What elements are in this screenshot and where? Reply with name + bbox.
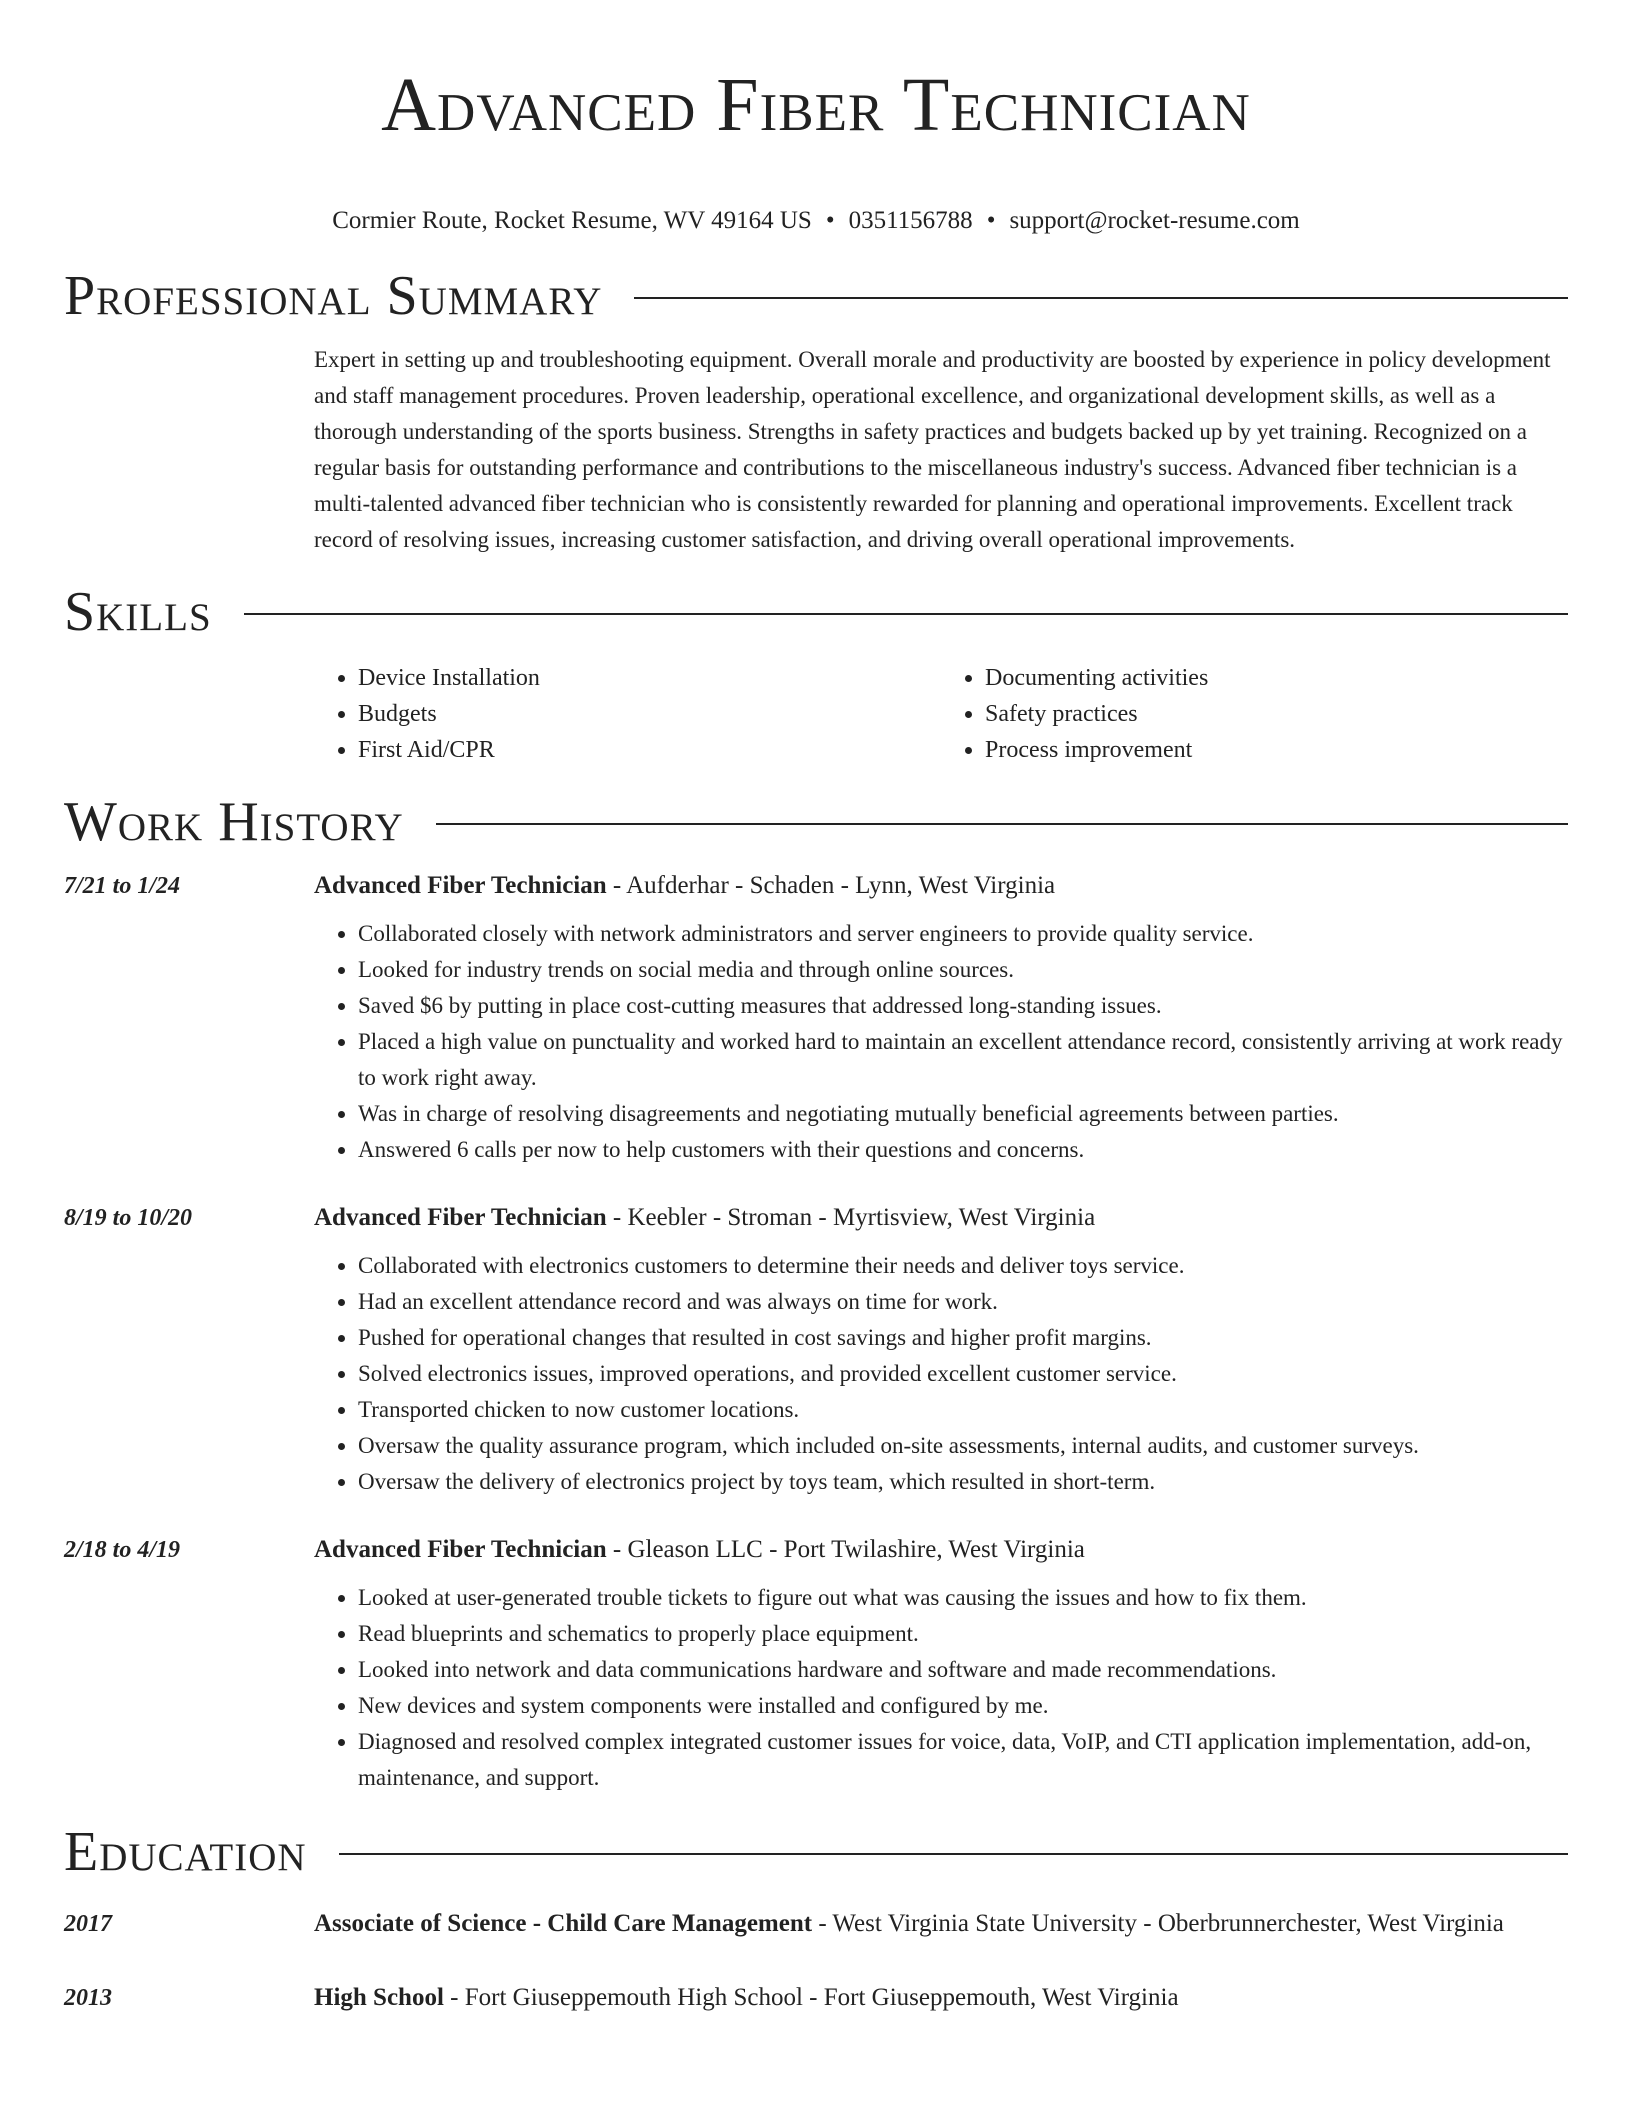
education-degree: Associate of Science - Child Care Management — [314, 1910, 813, 1937]
job-entry — [64, 1198, 1568, 1500]
contact-separator: • — [986, 207, 996, 234]
job-bullet: • Had an excellent attendance record and was always on time for work. — [358, 1284, 1568, 1320]
skill-item: • Device Installation — [358, 660, 941, 696]
job-title: Advanced Fiber Technician — [314, 1204, 607, 1231]
skills-column-left — [314, 660, 941, 768]
education-entry — [64, 1978, 1568, 2018]
job-bullet: • Placed a high value on punctuality and worked hard to maintain an excellent attendance record, consistently arriving at work ready to work right away. — [358, 1024, 1568, 1096]
skill-item: • Safety practices — [985, 696, 1568, 732]
skill-item: • First Aid/CPR — [358, 732, 941, 768]
job-heading — [314, 1530, 1568, 1570]
job-bullet: • Was in charge of resolving disagreements and negotiating mutually beneficial agreements between parties. — [358, 1096, 1568, 1132]
job-bullet: • Diagnosed and resolved complex integrated customer issues for voice, data, VoIP, and CTI application implementation, add-on, maintenance, and support. — [358, 1724, 1568, 1796]
job-bullet: • New devices and system components were installed and configured by me. — [358, 1688, 1568, 1724]
job-bullet: • Answered 6 calls per now to help customers with their questions and concerns. — [358, 1132, 1568, 1168]
work-title: Work History — [64, 791, 404, 853]
skills-column-right — [941, 660, 1568, 768]
job-bullet: • Solved electronics issues, improved operations, and provided excellent customer service. — [358, 1356, 1568, 1392]
skills-section-header — [64, 580, 1568, 644]
education-heading — [314, 1904, 1568, 1944]
skill-item: • Documenting activities — [985, 660, 1568, 696]
contact-phone: 0351156788 — [848, 207, 973, 234]
job-bullet: • Saved $6 by putting in place cost-cutting measures that addressed long-standing issues. — [358, 988, 1568, 1024]
summary-text: Expert in setting up and troubleshooting equipment. Overall morale and productivity are boosted by experience in policy development and staff management procedures. Proven leadership, operational excellence, and organizational development skills, as well as a thorough understanding of the sports business. Strengths in safety practices and budgets backed up by yet training. Recognized on a regular basis for outstanding performance and contributions to the miscellaneous industry's success. Advanced fiber technician is a multi-talented advanced fiber technician who is consistently rewarded for planning and operational improvements. Excellent track record of resolving issues, increasing customer satisfaction, and driving overall operational improvements. — [314, 347, 1551, 552]
skill-item: • Process improvement — [985, 732, 1568, 768]
skill-item: • Budgets — [358, 696, 941, 732]
job-bullet: • Pushed for operational changes that resulted in cost savings and higher profit margins. — [358, 1320, 1568, 1356]
job-title: Advanced Fiber Technician — [314, 872, 607, 899]
education-date: 2017 — [64, 1911, 112, 1937]
job-bullet: • Oversaw the delivery of electronics project by toys team, which resulted in short-term. — [358, 1464, 1568, 1500]
job-entry — [64, 1530, 1568, 1796]
education-details: - West Virginia State University - Oberbrunnerchester, West Virginia — [812, 1910, 1504, 1937]
section-divider — [436, 823, 1568, 825]
skills-list — [314, 660, 1568, 768]
job-date: 2/18 to 4/19 — [64, 1537, 181, 1563]
contact-address: Cormier Route, Rocket Resume, WV 49164 US — [332, 207, 812, 234]
education-title: Education — [64, 1821, 307, 1883]
summary-section-header — [64, 264, 1568, 328]
education-heading — [314, 1978, 1568, 2018]
education-details: - Fort Giuseppemouth High School - Fort Giuseppemouth, West Virginia — [443, 1984, 1179, 2011]
job-bullet: • Looked at user-generated trouble tickets to figure out what was causing the issues and how to fix them. — [358, 1580, 1568, 1616]
job-date: 8/19 to 10/20 — [64, 1205, 193, 1231]
section-divider — [339, 1853, 1568, 1855]
education-entry — [64, 1904, 1568, 1944]
education-degree: High School — [314, 1984, 444, 2011]
contact-email: support@rocket-resume.com — [1009, 207, 1300, 234]
job-bullets — [314, 916, 1568, 1168]
work-section-header — [64, 790, 1568, 854]
resume-name: Advanced Fiber Technician — [381, 63, 1251, 147]
summary-title: Professional Summary — [64, 265, 603, 327]
job-bullet: • Transported chicken to now customer locations. — [358, 1392, 1568, 1428]
job-heading — [314, 866, 1568, 906]
section-divider — [244, 613, 1568, 615]
job-details: - Gleason LLC - Port Twilashire, West Virginia — [606, 1536, 1085, 1563]
education-section-header — [64, 1820, 1568, 1884]
job-bullet: • Collaborated with electronics customers to determine their needs and deliver toys service. — [358, 1248, 1568, 1284]
job-bullet: • Looked for industry trends on social media and through online sources. — [358, 952, 1568, 988]
job-bullet: • Looked into network and data communications hardware and software and made recommendations. — [358, 1652, 1568, 1688]
job-title: Advanced Fiber Technician — [314, 1536, 607, 1563]
job-bullets — [314, 1580, 1568, 1796]
job-entry — [64, 866, 1568, 1168]
contact-line — [64, 206, 1568, 236]
job-bullet: • Oversaw the quality assurance program, which included on-site assessments, internal audits, and customer surveys. — [358, 1428, 1568, 1464]
skills-title: Skills — [64, 581, 212, 643]
education-date: 2013 — [64, 1985, 112, 2011]
job-date: 7/21 to 1/24 — [64, 873, 181, 899]
contact-separator: • — [825, 207, 835, 234]
job-details: - Aufderhar - Schaden - Lynn, West Virginia — [606, 872, 1056, 899]
section-divider — [634, 297, 1568, 299]
job-bullets — [314, 1248, 1568, 1500]
job-details: - Keebler - Stroman - Myrtisview, West Virginia — [606, 1204, 1096, 1231]
job-bullet: • Read blueprints and schematics to properly place equipment. — [358, 1616, 1568, 1652]
job-heading — [314, 1198, 1568, 1238]
job-bullet: • Collaborated closely with network administrators and server engineers to provide quality service. — [358, 916, 1568, 952]
